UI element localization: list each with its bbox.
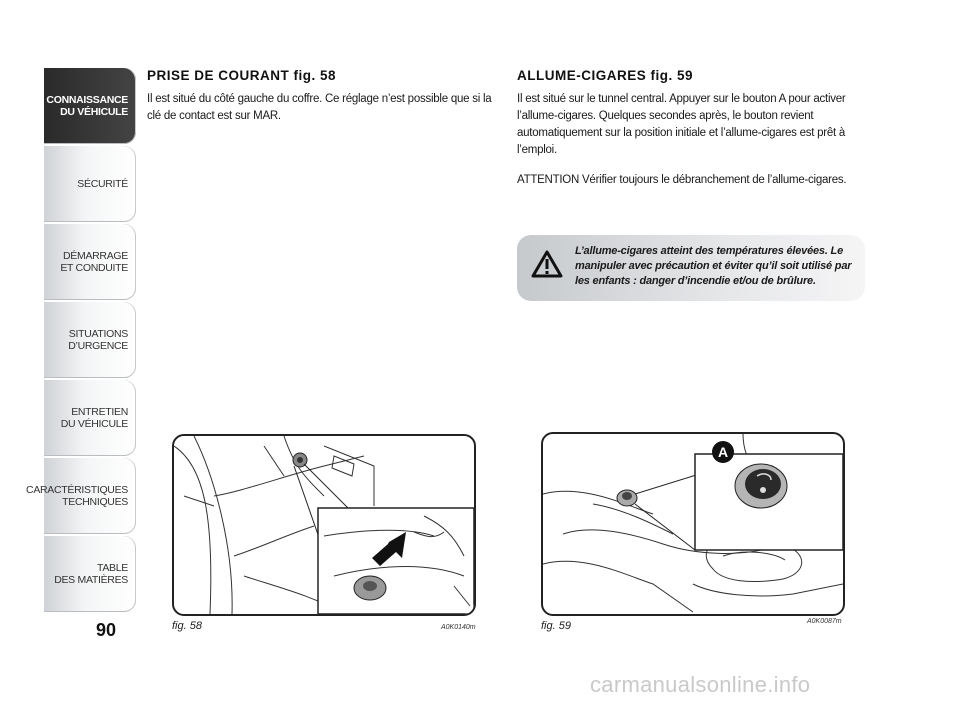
tab-connaissance-du-vehicule[interactable]: CONNAISSANCE DU VÉHICULE: [44, 68, 136, 144]
callout-a-label: A: [717, 444, 729, 460]
tab-table-des-matieres[interactable]: TABLE DES MATIÈRES: [44, 536, 136, 612]
figure-58-power-socket: [172, 434, 476, 616]
figure-59-cigar-lighter: [541, 432, 845, 616]
tab-demarrage-et-conduite[interactable]: DÉMARRAGE ET CONDUITE: [44, 224, 136, 300]
figure-58-caption: fig. 58: [172, 620, 202, 632]
figure-58-code: A0K0140m: [441, 624, 476, 631]
warning-text: L’allume-cigares atteint des températures élevées. Le manipuler avec précaution et éviter qu’il soit utilisé par les enfants : danger d’incendie et/ou de brûlure.: [575, 245, 852, 287]
section-heading: ALLUME-CIGARES fig. 59: [517, 68, 694, 83]
tab-caracteristiques-techniques[interactable]: CARACTÉRISTIQUES TECHNIQUES: [44, 458, 136, 534]
attention-note: ATTENTION Vérifier toujours le débranchement de l’allume-cigares.: [517, 174, 847, 186]
warning-box: [517, 235, 865, 301]
tab-securite[interactable]: SÉCURITÉ: [44, 146, 136, 222]
trunk-illustration: [174, 436, 474, 614]
section-allume-cigares: [517, 68, 869, 202]
tab-situations-d-urgence[interactable]: SITUATIONS D’URGENCE: [44, 302, 136, 378]
page-number: 90: [96, 620, 117, 640]
watermark: carmanualsonline.info: [590, 672, 811, 697]
tab-entretien-du-vehicule[interactable]: ENTRETIEN DU VÉHICULE: [44, 380, 136, 456]
console-illustration: [543, 434, 843, 614]
section-prise-de-courant: [147, 68, 499, 138]
figure-59-caption: fig. 59: [541, 620, 571, 632]
section-body: Il est situé sur le tunnel central. Appuyer sur le bouton A pour activer l’allume-cigares. Quelques secondes après, le bouton revient automatiquement sur la position initiale et l’allume-cigares est prêt à l’emploi.: [517, 93, 846, 156]
section-heading: PRISE DE COURANT fig. 58: [147, 68, 337, 83]
warning-triangle-icon: [531, 250, 563, 278]
figure-59-code: A0K0087m: [807, 618, 842, 625]
section-body: Il est situé du côté gauche du coffre. Ce réglage n’est possible que si la clé de contact est sur MAR.: [147, 93, 492, 122]
